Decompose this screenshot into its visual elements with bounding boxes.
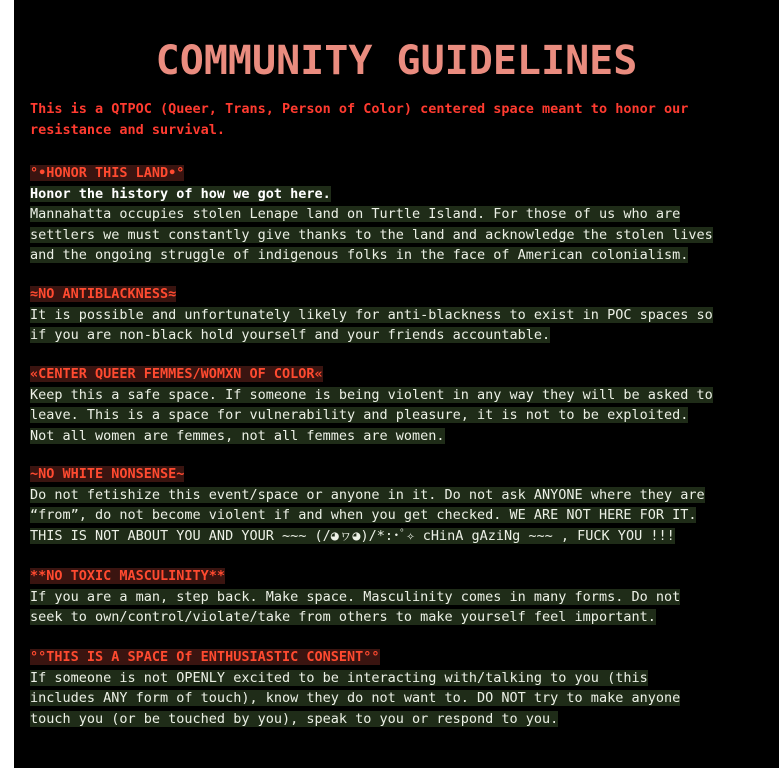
page-title: COMMUNITY GUIDELINES: [155, 38, 638, 84]
section-center-queer-femmes: [30, 364, 775, 446]
section-honor-this-land: [30, 163, 775, 266]
section-no-toxic-masculinity: [30, 566, 775, 628]
section-body-line: Keep this a safe space. If someone is being violent in any way they will be asked to: [30, 386, 713, 403]
section-body-line: leave. This is a space for vulnerability and pleasure, it is not to be exploited.: [30, 407, 689, 423]
guidelines-panel: [14, 0, 779, 768]
section-body-line: seek to own/control/violate/take from others to make yourself feel important.: [30, 609, 656, 625]
section-enthusiastic-consent: [30, 647, 775, 729]
section-heading: **NO TOXIC MASCULINITY**: [30, 568, 226, 584]
section-body-line: settlers we must constantly give thanks to the land and acknowledge the stolen lives: [30, 226, 713, 243]
section-body-line: “from”, do not become violent if and when you get checked. WE ARE NOT HERE FOR IT.: [30, 507, 697, 523]
intro-text: [30, 99, 765, 141]
section-no-white-nonsense: [30, 464, 775, 546]
section-body-line: Do not fetishize this event/space or anyone in it. Do not ask ANYONE where they are: [30, 486, 705, 503]
section-body-line: It is possible and unfortunately likely for anti-blackness to exist in POC spaces so: [30, 306, 713, 323]
section-heading: ≈NO ANTIBLACKNESS≈: [30, 286, 177, 302]
section-body-line: If someone is not OPENLY excited to be interacting with/talking to you (this: [30, 669, 648, 686]
section-body-line: if you are non-black hold yourself and your friends accountable.: [30, 327, 551, 343]
intro-line: resistance and survival.: [30, 122, 226, 138]
section-no-antiblackness: [30, 284, 775, 346]
section-heading: «CENTER QUEER FEMMES/WOMXN OF COLOR«: [30, 366, 323, 382]
section-heading: °°THIS IS A SPACE Of ENTHUSIASTIC CONSENT°°: [30, 649, 380, 665]
section-heading: °•HONOR THIS LAND•°: [30, 165, 185, 181]
section-body-line: THIS IS NOT ABOUT YOU AND YOUR ~~~ (/◕ヮ◕)/*:･ﾟ✧ cHinA gAziNg ~~~ , FUCK YOU !!!: [30, 527, 675, 544]
section-body-line: If you are a man, step back. Make space. Masculinity comes in many forms. Do not: [30, 588, 681, 605]
section-body-line: includes ANY form of touch), know they do not want to. DO NOT try to make anyone: [30, 690, 681, 706]
section-body-line: touch you (or be touched by you), speak to you or respond to you.: [30, 710, 559, 727]
intro-line: This is a QTPOC (Queer, Trans, Person of Color) centered space meant to honor our: [30, 101, 689, 117]
section-body-line: and the ongoing struggle of indigenous folks in the face of American colonialism.: [30, 247, 689, 263]
section-heading: ~NO WHITE NONSENSE~: [30, 466, 185, 482]
section-subheading: Honor the history of how we got here.: [30, 185, 331, 202]
section-body-line: Mannahatta occupies stolen Lenape land on Turtle Island. For those of us who are: [30, 206, 681, 222]
section-body-line: Not all women are femmes, not all femmes are women.: [30, 427, 445, 444]
